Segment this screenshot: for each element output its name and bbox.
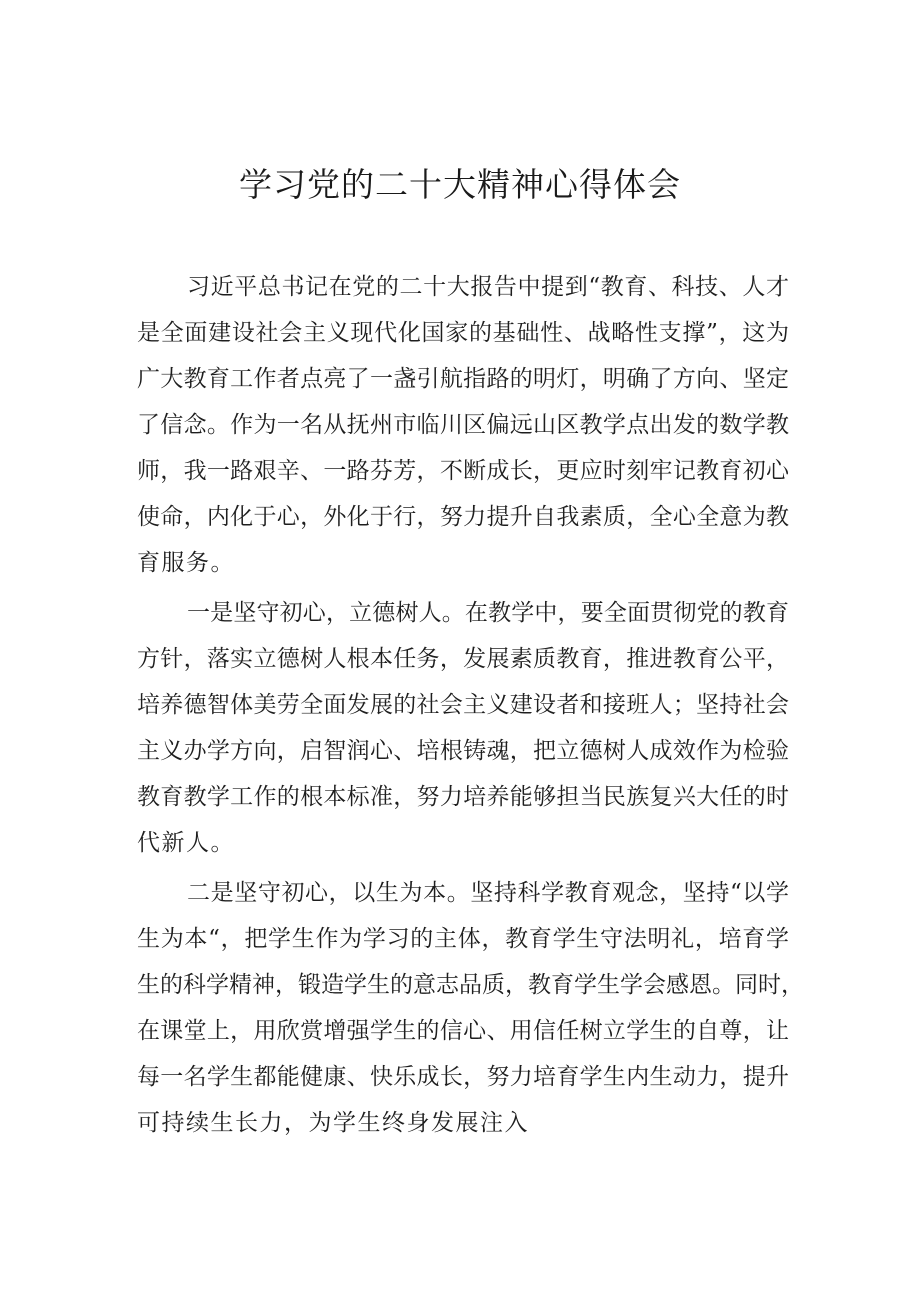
paragraph-line: 使命，内化于心，外化于行，努力提升自我素质，全心全意为教 [137, 504, 789, 530]
paragraph-line: 广大教育工作者点亮了一盏引航指路的明灯，明确了方向、坚定 [137, 366, 789, 392]
paragraph-line: 师，我一路艰辛、一路芬芳，不断成长，更应时刻牢记教育初心 [137, 458, 789, 484]
paragraph-line: 可持续生长力，为学生终身发展注入 [137, 1110, 529, 1136]
paragraph-line: 了信念。作为一名从抚州市临川区偏远山区教学点出发的数学教 [137, 412, 789, 438]
paragraph-line: 习近平总书记在党的二十大报告中提到“教育、科技、人才 [187, 274, 789, 300]
paragraph-line: 育服务。 [137, 550, 235, 576]
paragraph-line: 主义办学方向，启智润心、培根铸魂，把立德树人成效作为检验 [137, 738, 789, 764]
paragraph-line: 是全面建设社会主义现代化国家的基础性、战略性支撑”，这为 [137, 320, 789, 346]
paragraph-line: 教育教学工作的根本标准，努力培养能够担当民族复兴大任的时 [137, 784, 789, 810]
paragraph-line: 生的科学精神，锻造学生的意志品质，教育学生学会感恩。同时， [137, 972, 804, 998]
paragraph-1 [137, 264, 789, 586]
paragraph-line: 二是坚守初心，以生为本。坚持科学教育观念，坚持“以学 [187, 880, 789, 906]
paragraph-line: 代新人。 [137, 830, 235, 856]
paragraph-3 [137, 870, 804, 1146]
paragraph-2 [137, 590, 789, 866]
paragraph-line: 在课堂上，用欣赏增强学生的信心、用信任树立学生的自尊，让 [137, 1018, 789, 1044]
paragraph-line: 培养德智体美劳全面发展的社会主义建设者和接班人；坚持社会 [137, 692, 789, 718]
paragraph-line: 一是坚守初心，立德树人。在教学中，要全面贯彻党的教育 [187, 600, 789, 626]
paragraph-line: 生为本“，把学生作为学习的主体，教育学生守法明礼，培育学 [137, 926, 789, 952]
paragraph-line: 方针，落实立德树人根本任务，发展素质教育，推进教育公平， [137, 646, 789, 672]
paragraph-line: 每一名学生都能健康、快乐成长，努力培育学生内生动力，提升 [137, 1064, 789, 1090]
document-body [137, 264, 804, 1146]
document-title: 学习党的二十大精神心得体会 [239, 165, 681, 204]
